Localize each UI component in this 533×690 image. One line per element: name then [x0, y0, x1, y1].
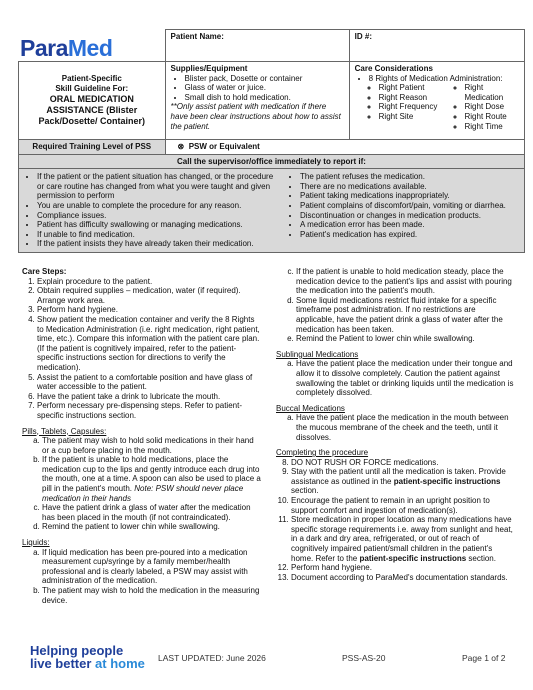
- list-item: • Small dish to hold medication.: [185, 93, 344, 103]
- right-item: ◦ Right Reason: [379, 93, 445, 103]
- list-item: d. Some liquid medications restrict fluid intake for a specific timeframe post administration. If no restrictions are applicable, have the patient drink a glass of water after the medication has been taken.: [296, 296, 516, 334]
- care-steps-heading: Care Steps:: [22, 267, 67, 276]
- step-item: 6. Have the patient take a drink to lubricate the mouth.: [37, 392, 262, 402]
- page-number: Page 1 of 2: [462, 653, 506, 663]
- tagline: Helping people live better at home: [30, 643, 145, 671]
- list-item: a. Have the patient place the medication in the mouth between the mucous membrane of the cheek and the teeth, until it dissolves.: [296, 413, 516, 442]
- list-item: a. Have the patient place the medication under their tongue and allow it to dissolve completely. Caution the patient against swallowing the tablet or drinking liquids until the medication is completely dissolved.: [296, 359, 516, 397]
- step-item: 12. Perform hand hygiene.: [291, 563, 516, 573]
- list-item: • Compliance issues.: [37, 211, 282, 221]
- list-item: • Blister pack, Dosette or container: [185, 74, 344, 84]
- rights-right: [445, 83, 520, 131]
- care-steps-right-column: [276, 267, 516, 582]
- completing-list: [276, 458, 516, 583]
- supplies-cell: [165, 62, 349, 140]
- care-list: [355, 74, 519, 84]
- step-item: 3. Perform hand hygiene.: [37, 305, 262, 315]
- pills-list: [22, 436, 262, 532]
- buccal-heading: Buccal Medications: [276, 403, 345, 413]
- supplies-heading: Supplies/Equipment: [170, 64, 248, 73]
- rights-grid: [355, 83, 519, 131]
- list-item: • 8 Rights of Medication Administration:: [369, 74, 519, 84]
- list-item: d. Remind the patient to lower chin while swallowing.: [42, 522, 262, 532]
- completing-heading: Completing the procedure: [276, 448, 369, 458]
- list-item: b. If the patient is unable to hold medications, place the medication cup to the lips and gently introduce each drug into the mouth, one at a time. A spoon can also be used to place a pill in the patient's mouth. Note: PSW should never place medication in their hands: [42, 455, 262, 503]
- psw-note: Note: PSW should never place medication in their hands: [42, 484, 244, 503]
- step-item: 9. Stay with the patient until all the medication is taken. Provide assistance as outlined in the patient-specific instructions section.: [291, 467, 516, 496]
- header-table: [18, 29, 525, 253]
- logo-cell: [19, 30, 166, 62]
- guideline-line1: Patient-Specific: [61, 74, 122, 84]
- list-item: • A medication error has been made.: [300, 220, 520, 230]
- care-considerations-cell: [349, 62, 524, 140]
- report-list-left: [23, 172, 282, 249]
- step-item: 7. Perform necessary pre-dispensing steps. Refer to patient-specific instructions section.: [37, 401, 262, 420]
- step-item: 10. Encourage the patient to remain in an upright position to support comfort and ingestion of medication(s).: [291, 496, 516, 515]
- rights-left: [355, 83, 445, 131]
- step-item: 11. Store medication in proper location as many medications have specific storage requirements i.e. away from sunlight and heat, in a dark and dry area, refrigerated, or out of reach of cognitively impaired patient/small children in the patient's home. Refer to the patient-specific instructions section.: [291, 515, 516, 563]
- pills-heading: Pills, Tablets, Capsules:: [22, 426, 107, 436]
- training-label-cell: Required Training Level of PSS: [19, 140, 166, 155]
- list-item: • Patient has difficulty swallowing or managing medications.: [37, 220, 282, 230]
- liquids-heading: Liquids:: [22, 538, 50, 548]
- training-value-cell: ⊗ PSW or Equivalent: [165, 140, 524, 155]
- right-item: ◦ Right Medication: [465, 83, 520, 102]
- list-item: • Discontinuation or changes in medication products.: [300, 211, 520, 221]
- right-item: ◦ Right Frequency: [379, 102, 445, 112]
- right-item: ◦ Right Site: [379, 112, 445, 122]
- list-item: c. If the patient is unable to hold medication steady, place the medication device to the patient's lips and assist with pouring the medication into the patient's mouth.: [296, 267, 516, 296]
- right-item: ◦ Right Dose: [465, 102, 520, 112]
- report-cell: [19, 169, 525, 253]
- supplies-list: [171, 74, 344, 103]
- care-steps-left-column: [22, 267, 262, 605]
- liquids-list-continued: [276, 267, 516, 344]
- sublingual-list: [276, 359, 516, 397]
- step-item: 13. Document according to ParaMed's documentation standards.: [291, 573, 516, 583]
- list-item: e. Remind the Patient to lower chin while swallowing.: [296, 334, 516, 344]
- buccal-list: [276, 413, 516, 442]
- step-item: 5. Assist the patient to a comfortable position and have glass of water accessible to the patient.: [37, 373, 262, 392]
- step-item: 1. Explain procedure to the patient.: [37, 277, 262, 287]
- list-item: a. If liquid medication has been pre-poured into a medication measurement cup/syringe by a family member/health professional and is clearly labeled, a PSW may assist with administration of the medication.: [42, 548, 262, 586]
- list-item: • If the patient insists they have already taken their medication.: [37, 239, 282, 249]
- care-steps-list: [22, 277, 262, 421]
- list-item: a. The patient may wish to hold solid medications in their hand or a cup before placing in the mouth.: [42, 436, 262, 455]
- step-item: 2. Obtain required supplies – medication, water (if required). Arrange work area.: [37, 286, 262, 305]
- list-item: • There are no medications available.: [300, 182, 520, 192]
- list-item: • If unable to find medication.: [37, 230, 282, 240]
- guideline-line2: Skill Guideline For:: [55, 84, 129, 93]
- right-item: ◦ Right Route: [465, 112, 520, 122]
- list-item: • Glass of water or juice.: [185, 83, 344, 93]
- list-item: • Patient taking medications inappropriately.: [300, 191, 520, 201]
- list-item: • You are unable to complete the procedure for any reason.: [37, 201, 282, 211]
- list-item: b. The patient may wish to hold the medication in the measuring device.: [42, 586, 262, 605]
- sublingual-heading: Sublingual Medications: [276, 349, 359, 359]
- right-item: ◦ Right Patient: [379, 83, 445, 93]
- right-item: ◦ Right Time: [465, 122, 520, 132]
- step-item: 4. Show patient the medication container and verify the 8 Rights to Medication Administration (i.e. right medication, right patient, time, etc.). Compare this information with the patient care plan. (If the patient is cognitively impaired, refer to the patient-specific instructions section for directions to verify the medication).: [37, 315, 262, 373]
- document-code: PSS-AS-20: [342, 653, 386, 663]
- list-item: • If the patient or the patient situation has changed, or the procedure or care routine has changed from what you were taught and given permission to perform: [37, 172, 282, 201]
- id-cell: ID #:: [349, 30, 524, 62]
- step-item: 8. DO NOT RUSH OR FORCE medications.: [291, 458, 516, 468]
- paramed-logo: ParaMed: [20, 35, 113, 61]
- report-list-right: [282, 172, 520, 249]
- list-item: • The patient refuses the medication.: [300, 172, 520, 182]
- last-updated: LAST UPDATED: June 2026: [158, 653, 266, 663]
- list-item: • Patient's medication has expired.: [300, 230, 520, 240]
- training-symbol: ⊗: [177, 142, 185, 151]
- care-heading: Care Considerations: [354, 64, 433, 73]
- list-item: c. Have the patient drink a glass of water after the medication has been placed in the mouth (if not contraindicated).: [42, 503, 262, 522]
- liquids-list: [22, 548, 262, 606]
- supplies-note: **Only assist patient with medication if there have been clear instructions about how to assist the patient.: [170, 102, 341, 131]
- guideline-cell: [19, 62, 166, 140]
- patient-name-cell: Patient Name:: [165, 30, 349, 62]
- report-heading: Call the supervisor/office immediately to report if:: [19, 154, 525, 169]
- list-item: • Patient complains of discomfort/pain, vomiting or diarrhea.: [300, 201, 520, 211]
- guideline-title: ORAL MEDICATION ASSISTANCE (Blister Pack/Dosette/ Container): [38, 93, 146, 126]
